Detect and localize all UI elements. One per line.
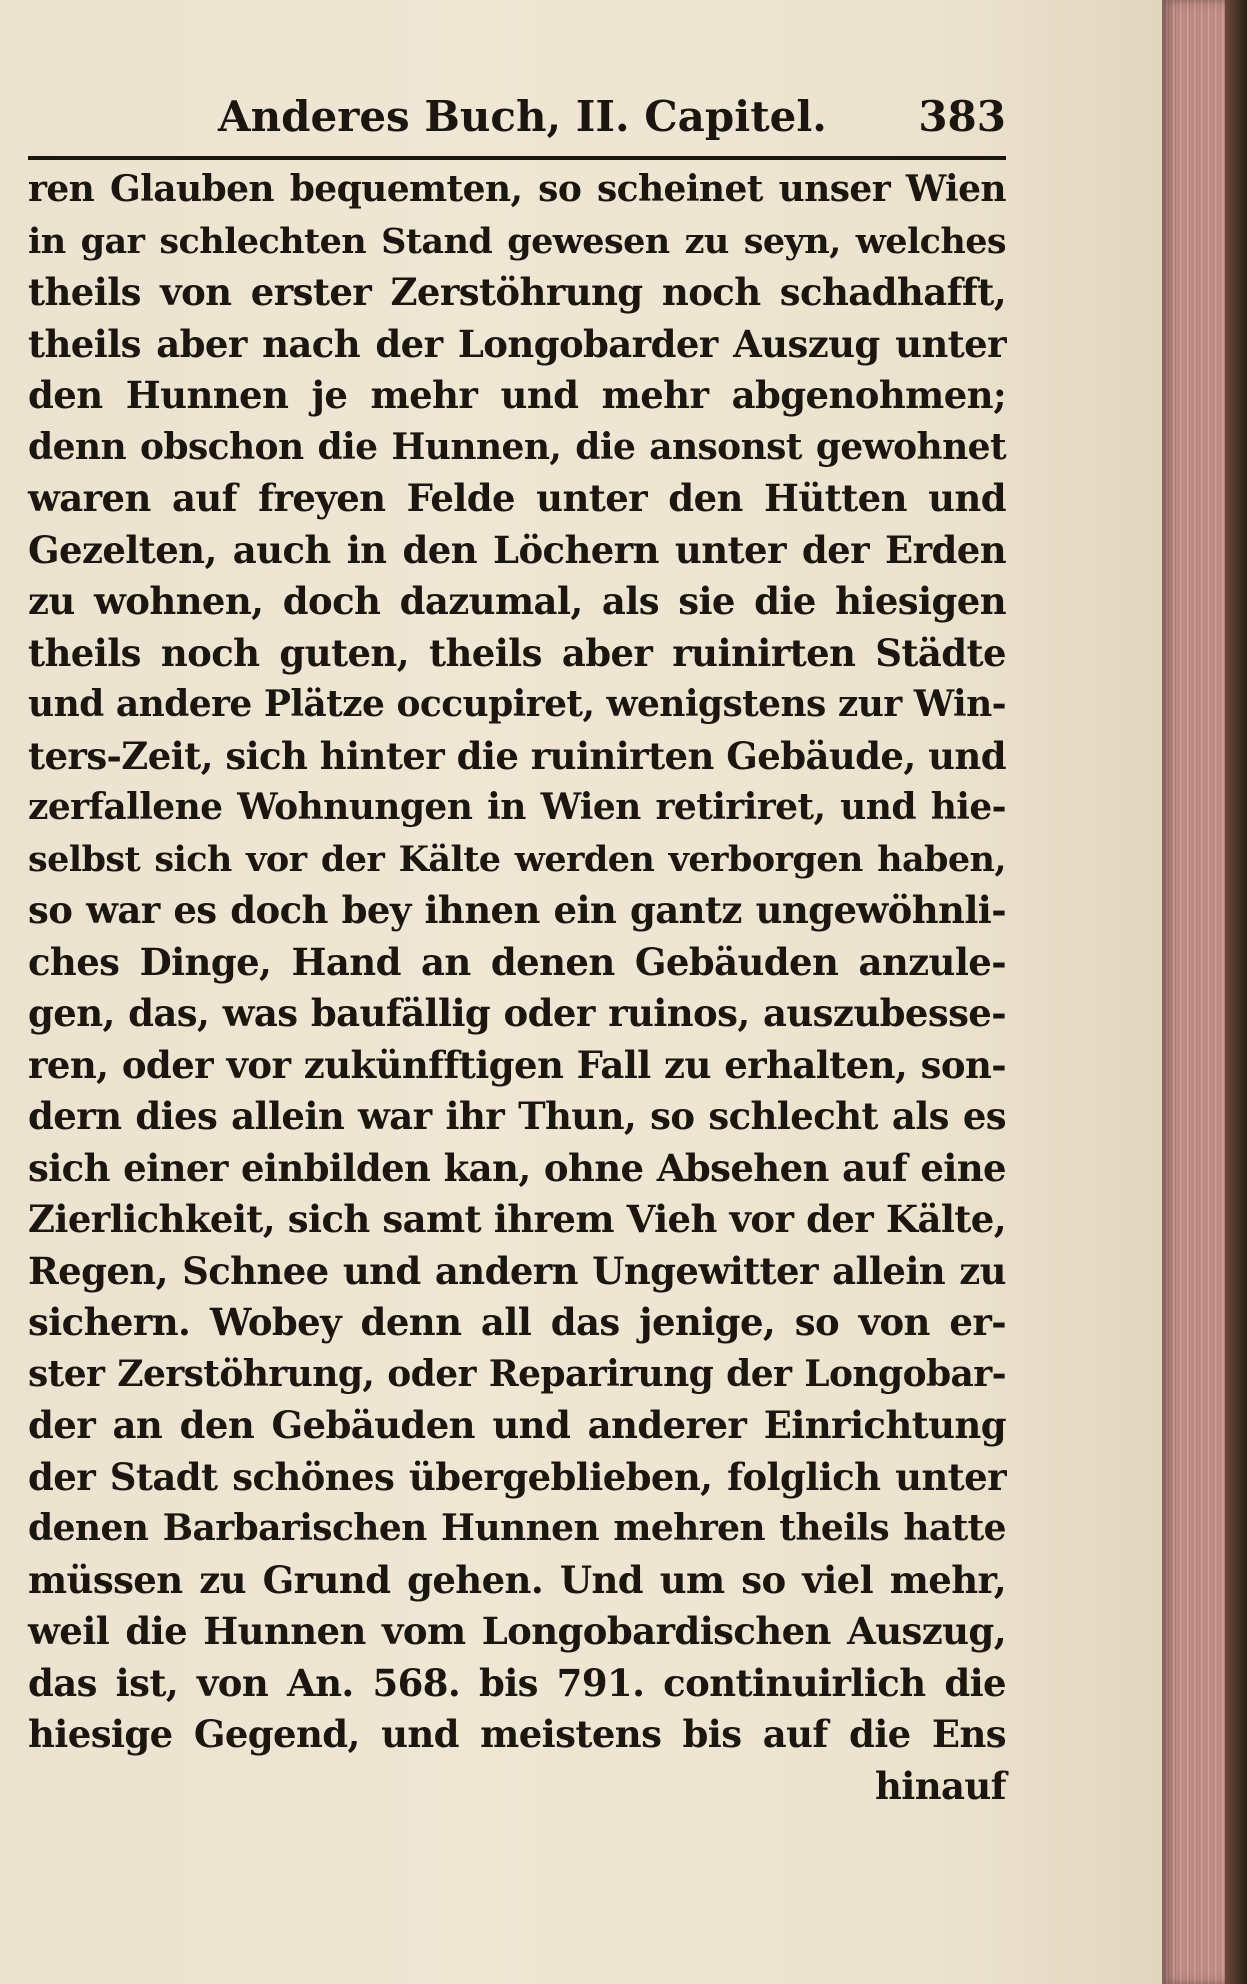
text-line: sichern. Wobey denn all das jenige, so von er- [28,1300,1006,1344]
text-line: ren, oder vor zukünfftigen Fall zu erhalten, son- [28,1042,1006,1087]
text-line: Gezelten, auch in den Löchern unter der Erden [28,527,1006,572]
catchword: hinauf [874,1763,1006,1808]
text-line: selbst sich vor der Kälte werden verborgen haben, [28,838,1006,880]
text-line: der Stadt schönes übergeblieben, folglich unter [28,1454,1006,1499]
text-line: den Hunnen je mehr und mehr abgenohmen; [28,373,1006,417]
text-line: müssen zu Grund gehen. Und um so viel mehr, [28,1557,1006,1602]
text-line: ters-Zeit, sich hinter die ruinirten Gebäude, und [28,733,1006,778]
text-line: gen, das, was baufällig oder ruinos, auszubesse- [28,991,1006,1035]
text-line: theils noch guten, theils aber ruinirten Städte [28,630,1006,675]
header-rule [28,156,1006,160]
page-header [28,92,1006,152]
running-title: Anderes Buch, II. Capitel. [218,92,827,141]
page-edge-shadow [1225,0,1247,1984]
text-line: der an den Gebäuden und anderer Einrichtung [28,1403,1006,1447]
text-line: so war es doch bey ihnen ein gantz ungewöhnli- [28,888,1006,932]
text-line: dern dies allein war ihr Thun, so schlecht als es [28,1094,1006,1138]
text-line: ren Glauben bequemten, so scheinet unser Wien [28,168,1006,210]
text-line: und andere Plätze occupiret, wenigstens zur Win- [28,683,1006,725]
text-line: sich einer einbilden kan, ohne Absehen auf eine [28,1145,1006,1190]
body-text [28,164,1006,1812]
text-line: Zierlichkeit, sich samt ihrem Vieh vor der Kälte, [28,1197,1006,1241]
text-line: denn obschon die Hunnen, die ansonst gewohnet [28,425,1006,468]
text-line: in gar schlechten Stand gewesen zu seyn, welches [28,220,1006,262]
text-line: Regen, Schnee und andern Ungewitter allein zu [28,1248,1006,1293]
text-line: das ist, von An. 568. bis 791. continuirlich die [28,1660,1006,1705]
text-line: theils aber nach der Longobarder Auszug unter [28,321,1006,366]
text-line: theils von erster Zerstöhrung noch schadhafft, [28,270,1006,314]
text-line: ches Dinge, Hand an denen Gebäuden anzule- [28,939,1006,984]
text-line: denen Barbarischen Hunnen mehren theils hatte [28,1507,1006,1549]
text-line: waren auf freyen Felde unter den Hütten und [28,476,1006,520]
text-line: ster Zerstöhrung, oder Reparirung der Longobar- [28,1352,1006,1395]
page-number: 383 [918,92,1006,141]
text-line: weil die Hunnen vom Longobardischen Auszug, [28,1609,1006,1653]
text-line: zerfallene Wohnungen in Wien retiriret, und hie- [28,786,1006,828]
text-line: hiesige Gegend, und meistens bis auf die Ens [28,1712,1006,1756]
text-line: zu wohnen, doch dazumal, als sie die hiesigen [28,579,1006,623]
